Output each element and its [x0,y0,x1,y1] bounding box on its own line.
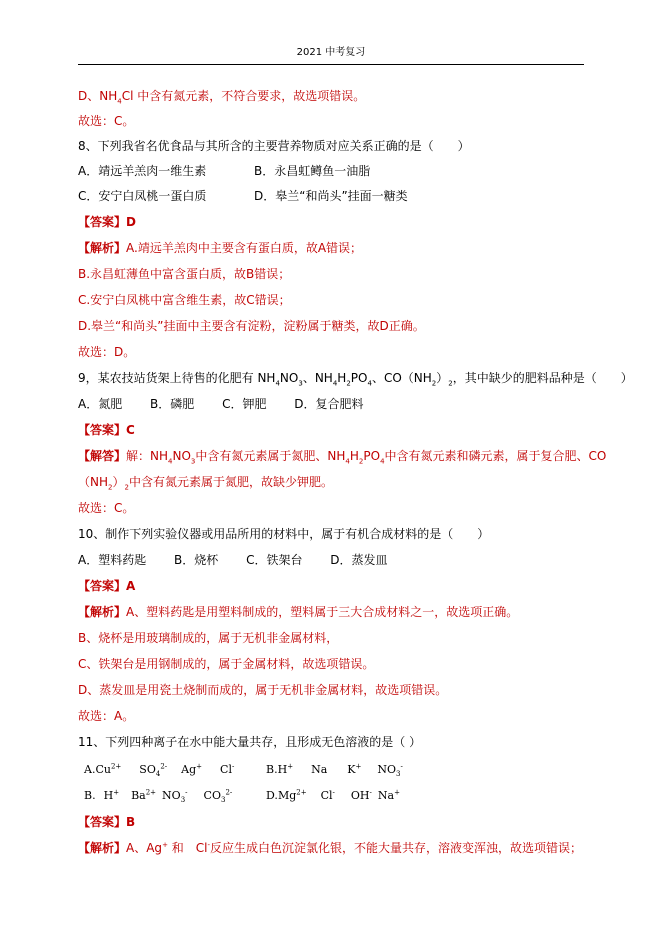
q9-choice: 故选：C。 [78,501,135,515]
q7-option-d-analysis: D、$NH_4Cl$ 中含有氮元素，不符合要求，故选项错误。 [78,89,366,106]
q11-option-b: B.H+ Na K+ $NO_3^-$ [266,762,403,779]
q10-analysis-b: B、烧杯是用玻璃制成的，属于无机非金属材料， [78,631,339,645]
q8-analysis-d: D.皋兰“和尚头”挂面中主要含有淀粉，淀粉属于糖类，故D正确。 [78,319,425,333]
q8-analysis-c: C.安宁白凤桃中富含维生素，故C错误； [78,293,291,307]
q8-option-c: C．安宁白凤桃一蛋白质 [78,189,207,203]
q8-option-a: A．靖远羊羔肉一维生素 [78,164,207,178]
q10-choice: 故选：A。 [78,709,135,723]
q11-option-d: $D.Mg^{2+}$ Cl- OH- Na+ [266,788,400,802]
q10-options: A．塑料药匙 B．烧杯 C．铁架台 D．蒸发皿 [78,553,388,567]
q11-analysis-line1: 【解析】A、Ag+ 和 Cl-反应生成白色沉淀氯化银，不能大量共存，溶液变浑浊，故选项错误； [78,841,583,855]
q11-answer: 【答案】B [78,815,136,829]
q8-analysis-b: B.永昌虹薄鱼中富含蛋白质，故B错误； [78,267,291,281]
q9-analysis-line2: $(NH_2)_2$中含有氮元素属于氮肥，故缺少钾肥。 [78,475,333,492]
q10-question: 10、制作下列实验仪器或用品所用的材料中，属于有机合成材料的是（ ） [78,527,490,541]
q11-option-c: B. H+ $Ba^{2+}$ $NO_3^-$ $CO_3^{2-}$ [84,788,233,805]
q9-question: 9，某农技站货架上待售的化肥有 $NH_4NO_3$、$NH_4H_2PO_4$、$CO(NH_2)_2$，其中缺少的肥料品种是（ ） [78,371,633,388]
q10-analysis-a: 【解析】A、塑料药匙是用塑料制成的，塑料属于三大合成材料之一，故选项正确。 [78,605,519,619]
q10-analysis-d: D、蒸发皿是用瓷土烧制而成的，属于无机非金属材料，故选项错误。 [78,683,448,697]
q11-option-a: $A.Cu^{2+}$ $SO_4^{2-}$ Ag+ Cl- [84,762,235,779]
q11-question: 11、下列四种离子在水中能大量共存，且形成无色溶液的是（ ） [78,735,422,749]
q8-choice: 故选：D。 [78,345,136,359]
q10-answer: 【答案】A [78,579,136,593]
q9-answer: 【答案】C [78,423,135,437]
q9-analysis-line1: 【解答】解：$NH_4NO_3$中含有氮元素属于氮肥、$NH_4H_2PO_4$中含有氮元素和磷元素，属于复合肥、CO [78,449,607,466]
page-header: 2021 中考复习 [78,46,584,65]
q7-choice: 故选：C。 [78,114,135,128]
q8-option-b: B．永昌虹鳟鱼一油脂 [254,164,371,178]
q9-options: A．氮肥 B．磷肥 C．钾肥 D．复合肥料 [78,397,364,411]
q8-analysis-a: 【解析】A.靖远羊羔肉中主要含有蛋白质，故A错误； [78,241,363,255]
q10-analysis-c: C、铁架台是用钢制成的，属于金属材料，故选项错误。 [78,657,375,671]
q8-answer: 【答案】D [78,215,136,229]
q8-option-d: D．皋兰“和尚头”挂面一糖类 [254,189,408,203]
q8-question: 8、下列我省名优食品与其所含的主要营养物质对应关系正确的是（ ） [78,139,470,153]
